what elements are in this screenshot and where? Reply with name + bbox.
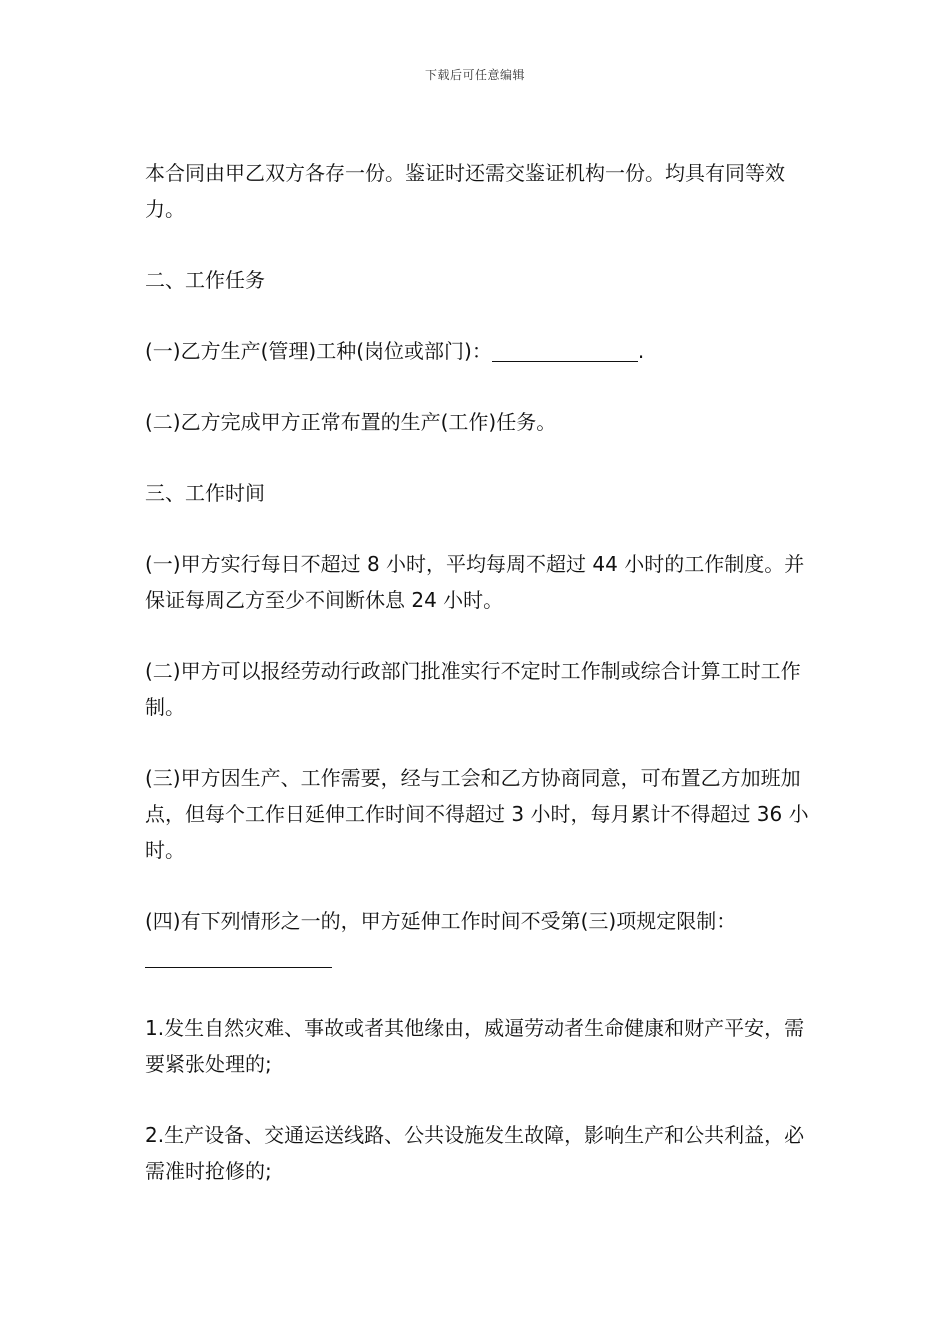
paragraph-daily-hours: (一)甲方实行每日不超过 8 小时，平均每周不超过 44 小时的工作制度。并保证每周乙方至少不间断休息 24 小时。 — [145, 552, 805, 612]
list-item-equipment-failure: 2.生产设备、交通运送线路、公共设施发生故障，影响生产和公共利益，必需准时抢修的; — [145, 1123, 805, 1183]
paragraph-work-type — [145, 333, 810, 369]
paragraph-overtime-exceptions — [145, 903, 810, 975]
paragraph-flexible-hours: (二)甲方可以报经劳动行政部门批准实行不定时工作制或综合计算工时工作制。 — [145, 659, 801, 719]
section-title-work-tasks: 二、工作任务 — [145, 268, 265, 292]
document-body — [145, 155, 810, 1224]
exceptions-blank — [145, 947, 332, 968]
work-type-end: . — [637, 339, 645, 363]
paragraph-copies: 本合同由甲乙双方各存一份。鉴证时还需交鉴证机构一份。均具有同等效力。 — [145, 161, 785, 221]
list-item-disaster: 1.发生自然灾难、事故或者其他缘由，威逼劳动者生命健康和财产平安，需要紧张处理的; — [145, 1016, 805, 1076]
work-type-label: (一)乙方生产(管理)工种(岗位或部门)： — [145, 339, 492, 363]
page-header: 下载后可任意编辑 — [424, 68, 525, 82]
work-type-blank — [492, 341, 638, 362]
exceptions-text: (四)有下列情形之一的，甲方延伸工作时间不受第(三)项规定限制： — [145, 909, 737, 933]
section-title-work-time: 三、工作时间 — [145, 481, 265, 505]
paragraph-overtime: (三)甲方因生产、工作需要，经与工会和乙方协商同意，可布置乙方加班加点，但每个工作日延伸工作时间不得超过 3 小时，每月累计不得超过 36 小时。 — [145, 766, 809, 862]
paragraph-task-completion: (二)乙方完成甲方正常布置的生产(工作)任务。 — [145, 410, 557, 434]
